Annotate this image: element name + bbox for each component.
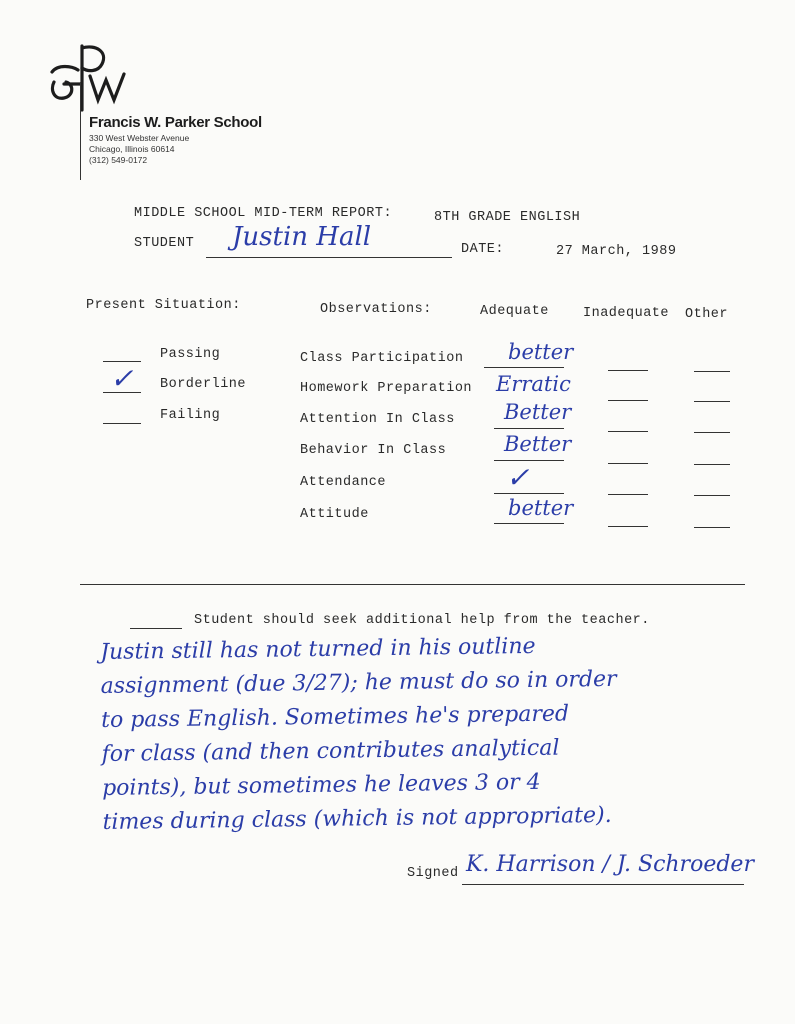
- failing-blank: [103, 423, 141, 424]
- inadequate-header: Inadequate: [583, 306, 670, 321]
- help-line: Student should seek additional help from the teacher.: [194, 613, 650, 628]
- adequate-class-participation: better: [508, 340, 574, 364]
- other-blank-6: [694, 527, 730, 528]
- student-label: STUDENT: [134, 236, 195, 251]
- inadequate-blank-1: [608, 370, 648, 371]
- adequate-attitude: better: [508, 496, 574, 520]
- signed-label: Signed: [407, 866, 459, 881]
- school-address-line1: 330 West Webster Avenue: [89, 133, 190, 143]
- inadequate-blank-4: [608, 463, 648, 464]
- date-label: DATE:: [461, 242, 505, 257]
- present-situation-header: Present Situation:: [86, 298, 241, 313]
- report-title: MIDDLE SCHOOL MID-TERM REPORT:: [134, 206, 393, 221]
- school-name: Francis W. Parker School: [89, 114, 262, 131]
- student-name: Justin Hall: [232, 222, 372, 252]
- adequate-behavior-in-class: Better: [504, 432, 572, 456]
- other-blank-1: [694, 371, 730, 372]
- letterhead-divider: [80, 82, 81, 180]
- situation-failing: Failing: [160, 408, 221, 423]
- comment-line: points), but sometimes he leaves 3 or 4: [101, 769, 541, 801]
- observation-attention-in-class: Attention In Class: [300, 412, 455, 427]
- adequate-blank-6: [494, 523, 564, 524]
- comment-line: assignment (due 3/27); he must do so in order: [100, 666, 617, 699]
- report-subject: 8TH GRADE ENGLISH: [434, 210, 581, 225]
- observation-class-participation: Class Participation: [300, 351, 464, 366]
- other-blank-3: [694, 432, 730, 433]
- observation-attitude: Attitude: [300, 507, 369, 522]
- adequate-blank-3: [494, 428, 564, 429]
- adequate-header: Adequate: [480, 304, 549, 319]
- comment-line: Justin still has not turned in his outline: [100, 633, 536, 665]
- comment-line: to pass English. Sometimes he's prepared: [101, 701, 570, 733]
- date-value: 27 March, 1989: [556, 244, 677, 259]
- adequate-attendance-checkmark: ✓: [506, 461, 530, 494]
- observation-behavior-in-class: Behavior In Class: [300, 443, 447, 458]
- teacher-signatures: K. Harrison / J. Schroeder: [466, 852, 754, 877]
- student-name-line: [206, 257, 452, 258]
- comment-line: times during class (which is not appropriate).: [102, 802, 612, 835]
- signature-line: [462, 884, 744, 885]
- adequate-attention-in-class: Better: [504, 400, 572, 424]
- other-blank-2: [694, 401, 730, 402]
- other-blank-4: [694, 464, 730, 465]
- school-phone: (312) 549-0172: [89, 155, 148, 165]
- observation-homework-preparation: Homework Preparation: [300, 381, 473, 396]
- situation-borderline: Borderline: [160, 377, 247, 392]
- observations-header: Observations:: [320, 302, 432, 317]
- teacher-comments: [100, 627, 783, 840]
- borderline-checkmark: ✓: [110, 362, 134, 395]
- other-blank-5: [694, 495, 730, 496]
- inadequate-blank-5: [608, 494, 648, 495]
- school-address-line2: Chicago, Illinois 60614: [89, 144, 175, 154]
- comment-line: for class (and then contributes analytical: [101, 735, 560, 767]
- observation-attendance: Attendance: [300, 475, 387, 490]
- school-monogram-logo: [44, 40, 134, 115]
- inadequate-blank-2: [608, 400, 648, 401]
- help-blank: [130, 628, 182, 629]
- adequate-blank-5: [494, 493, 564, 494]
- inadequate-blank-3: [608, 431, 648, 432]
- situation-passing: Passing: [160, 347, 221, 362]
- adequate-homework-preparation: Erratic: [496, 372, 571, 396]
- inadequate-blank-6: [608, 526, 648, 527]
- other-header: Other: [685, 307, 729, 322]
- adequate-blank-1: [484, 367, 564, 368]
- section-divider: [80, 584, 745, 585]
